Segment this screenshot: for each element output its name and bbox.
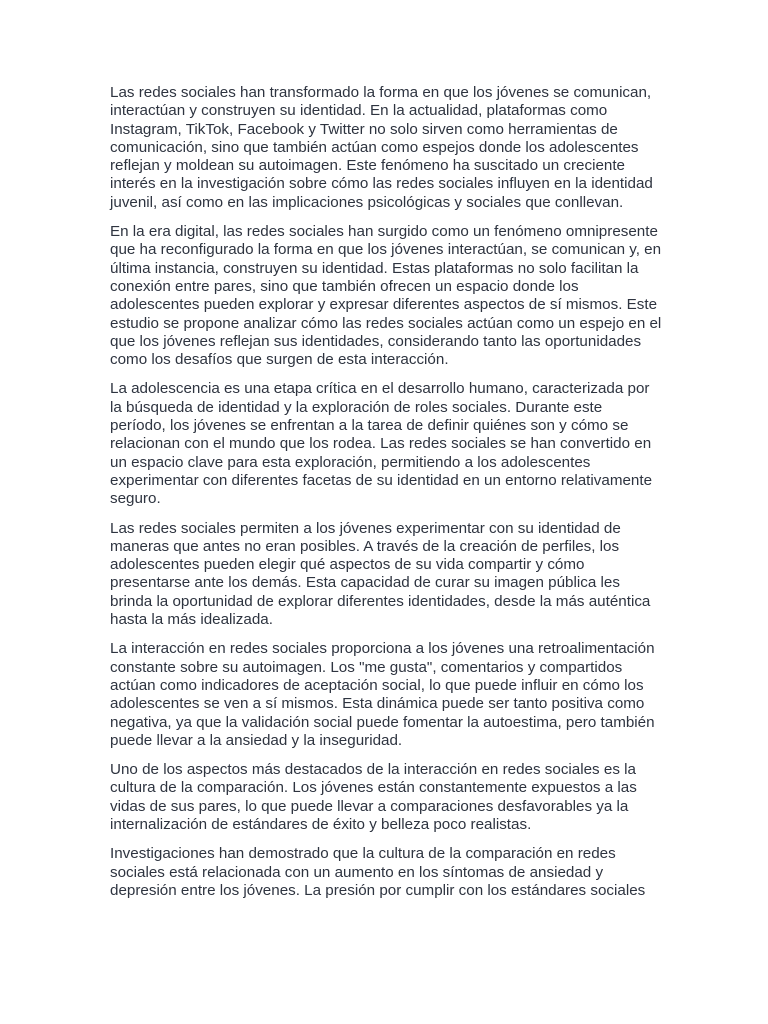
paragraph-4: Las redes sociales permiten a los jóvenes experimentar con su identidad de maneras que antes no eran posibles. A través de la creación de perfiles, los adolescentes pueden elegir qué aspectos de su vida compartir y cómo presentarse ante los demás. Esta capacidad de curar su imagen pública les brinda la oportunidad de explorar diferentes identidades, desde la más auténtica hasta la más idealizada.	[110, 519, 651, 629]
paragraph-7: Investigaciones han demostrado que la cultura de la comparación en redes sociales está relacionada con un aumento en los síntomas de ansiedad y depresión entre los jóvenes. La presión por cumplir con los estándares sociales	[110, 845, 646, 899]
paragraph-1: Las redes sociales han transformado la forma en que los jóvenes se comunican, interactúan y construyen su identidad. En la actualidad, plataformas como Instagram, TikTok, Facebook y Twitter no solo sirven como herramientas de comunicación, sino que también actúan como espejos donde los adolescentes reflejan y moldean su autoimagen. Este fenómeno ha suscitado un creciente interés en la investigación sobre cómo las redes sociales influyen en la identidad juvenil, así como en las implicaciones psicológicas y sociales que conllevan.	[110, 84, 653, 211]
document-page	[110, 84, 662, 911]
paragraph-5: La interacción en redes sociales proporciona a los jóvenes una retroalimentación constante sobre su autoimagen. Los "me gusta", comentarios y compartidos actúan como indicadores de aceptación social, lo que puede influir en cómo los adolescentes se ven a sí mismos. Esta dinámica puede ser tanto positiva como negativa, ya que la validación social puede fomentar la autoestima, pero también puede llevar a la ansiedad y la inseguridad.	[110, 640, 655, 749]
paragraph-6: Uno de los aspectos más destacados de la interacción en redes sociales es la cultura de la comparación. Los jóvenes están constantemente expuestos a las vidas de sus pares, lo que puede llevar a comparaciones desfavorables ya la internalización de estándares de éxito y belleza poco realistas.	[110, 761, 637, 833]
paragraph-2: En la era digital, las redes sociales han surgido como un fenómeno omnipresente que ha reconfigurado la forma en que los jóvenes interactúan, se comunican y, en última instancia, construyen su identidad. Estas plataformas no solo facilitan la conexión entre pares, sino que también ofrecen un espacio donde los adolescentes pueden explorar y expresar diferentes aspectos de sí mismos. Este estudio se propone analizar cómo las redes sociales actúan como un espejo en el que los jóvenes reflejan sus identidades, considerando tanto las oportunidades como los desafíos que surgen de esta interacción.	[110, 223, 662, 369]
paragraph-3: La adolescencia es una etapa crítica en el desarrollo humano, caracterizada por la búsqueda de identidad y la exploración de roles sociales. Durante este período, los jóvenes se enfrentan a la tarea de definir quiénes son y cómo se relacionan con el mundo que los rodea. Las redes sociales se han convertido en un espacio clave para esta exploración, permitiendo a los adolescentes experimentar con diferentes facetas de su identidad en un entorno relativamente seguro.	[110, 380, 653, 508]
